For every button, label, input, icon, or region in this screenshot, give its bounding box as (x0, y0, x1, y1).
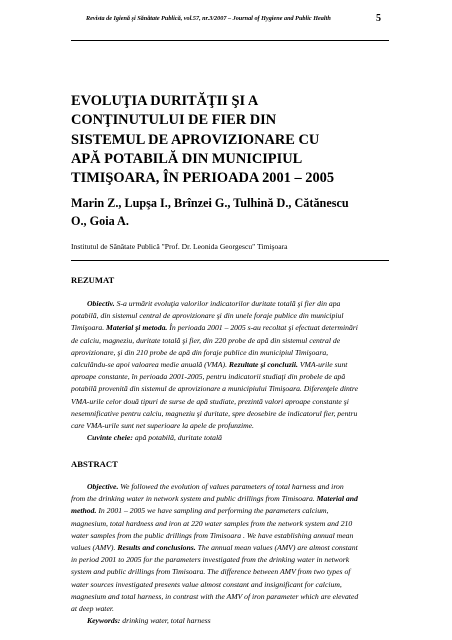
rezumat-body (71, 298, 389, 444)
text-run: VMA-urile celor două tipuri de surse de apă studiate, prezintă valori aproape constante şi (71, 396, 349, 406)
paragraph-line (71, 383, 389, 395)
paragraph-line (71, 591, 389, 603)
text-run: In 2001 – 2005 we have sampling and performing the parameters calcium, (96, 506, 329, 516)
text-run: S-a urmărit evoluţia valorilor indicatorilor duritate totală şi fier din apa (114, 299, 341, 308)
text-run: magnesium, total hardness and iron at 220 water samples from the network system and 210 (71, 518, 353, 528)
text-run: in period 2001 to 2005 for the parameters investigated from the drinking water in network (71, 555, 350, 565)
text-run: values (AMV). (71, 543, 118, 553)
text-run: aprovizionare, şi din 210 probe de apă din foraje publice din municipiul Timişoara, (71, 347, 329, 357)
text-run: water sources investigated presents value almost constant and insignificant for calcium, (71, 579, 342, 589)
text-run: de calciu, magneziu, duritate totală şi fier, din 220 probe de apă din sistemul central de (71, 335, 341, 345)
paragraph-line (71, 603, 389, 615)
paragraph-line (71, 493, 389, 505)
paragraph-line (71, 530, 389, 542)
abstract-heading: ABSTRACT (71, 459, 118, 469)
bold-run: Material and (316, 494, 358, 504)
text-run: potabilă provenită din sistemul de aprovizionare a municipiului Timişoara. Diferenţele dintre (71, 384, 359, 394)
text-run: potabilă, din sistemul central de aprovizionare şi din unele foraje publice din municipiul (71, 311, 344, 321)
abstract-body (71, 481, 389, 627)
paragraph-line (71, 420, 389, 432)
article-title (71, 92, 391, 188)
paragraph-line (71, 542, 389, 554)
authors-line: O., Goia A. (71, 214, 129, 228)
authors (71, 194, 391, 230)
paragraph-line (71, 579, 389, 591)
bold-run: Obiectiv. (87, 299, 115, 308)
paragraph-line (71, 554, 389, 566)
abstract-keywords (71, 615, 389, 627)
journal-header: Revista de Igienă şi Sănătate Publică, vol.57, nr.3/2007 – Journal of Hygiene and Public Health (86, 15, 331, 22)
title-line: TIMIŞOARA, ÎN PERIOADA 2001 – 2005 (71, 170, 335, 187)
section-rule (71, 260, 389, 261)
text-run: care VMA-urile sunt net superioare la apele de profunzime. (71, 421, 254, 431)
text-run: nesemnificative pentru calciu, magneziu şi duritate, spre deosebire de indicatorul fier, pentru (71, 408, 358, 418)
title-line: APĂ POTABILĂ DIN MUNICIPIUL (71, 150, 303, 167)
text-run: În perioada 2001 – 2005 s-au recoltat şi efectuat determinări (167, 323, 358, 333)
paragraph-line (71, 335, 389, 347)
keywords-value: apă potabilă, duritate totală (132, 433, 222, 443)
keywords-value: drinking water, total harness (120, 616, 211, 626)
title-line: SISTEMUL DE APROVIZIONARE CU (71, 131, 320, 148)
paragraph-line (71, 396, 389, 408)
text-run: at deep water. (71, 604, 114, 614)
text-run: water samples from the public drillings from Timisoara . We have establishing annual mean (71, 530, 354, 540)
text-run: magnesium and total harness, in contrast with the AMV of iron parameter which are elevated (71, 591, 359, 601)
bold-run: Rezultate şi concluzii. (228, 360, 298, 370)
text-run: We followed the evolution of values parameters of total harness and iron (118, 482, 344, 491)
authors-line: Marin Z., Lupşa I., Brînzei G., Tulhină D., Cătănescu (71, 196, 349, 210)
rezumat-keywords (71, 432, 389, 444)
keywords-label: Keywords: (87, 616, 121, 626)
paragraph-line (71, 371, 389, 383)
paragraph-line (71, 359, 389, 371)
text-run: aproape constante, în perioada 2001-2005, pentru indicatorii studiaţi din probele de apă (71, 372, 346, 382)
paragraph-line (71, 566, 389, 578)
bold-run: Material şi metoda. (106, 323, 168, 333)
keywords-label: Cuvinte cheie: (87, 433, 133, 443)
paragraph-line (71, 481, 389, 493)
rezumat-heading: REZUMAT (71, 275, 115, 285)
header-rule (71, 40, 389, 41)
text-run: calculându-se apoi valoarea medie anuală (VMA). (71, 360, 229, 370)
paragraph-line (71, 310, 389, 322)
title-line: EVOLUŢIA DURITĂŢII ŞI A (71, 93, 259, 109)
bold-run: Results and conclusions. (117, 543, 196, 553)
bold-run: Objective. (87, 482, 119, 491)
paragraph-line (71, 408, 389, 420)
title-line: CONŢINUTULUI DE FIER DIN (71, 112, 277, 129)
paragraph-line (71, 322, 389, 334)
text-run: Timişoara. (71, 323, 107, 333)
paragraph-line (71, 518, 389, 530)
text-run: The annual mean values (AMV) are almost constant (195, 543, 358, 553)
text-run: from the drinking water in network system and public drillings from Timisoara. (71, 494, 317, 504)
text-run: VMA-urile sunt (297, 360, 348, 370)
page-number: 5 (376, 13, 381, 24)
bold-run: method. (71, 506, 97, 516)
paragraph-line (71, 298, 389, 310)
paragraph-line (71, 347, 389, 359)
institution: Institutul de Sănătate Publică "Prof. Dr. Leonida Georgescu" Timişoara (71, 242, 288, 251)
paragraph-line (71, 505, 389, 517)
text-run: system and public drillings from Timisoara. The difference between AMV from two types of (71, 567, 351, 577)
